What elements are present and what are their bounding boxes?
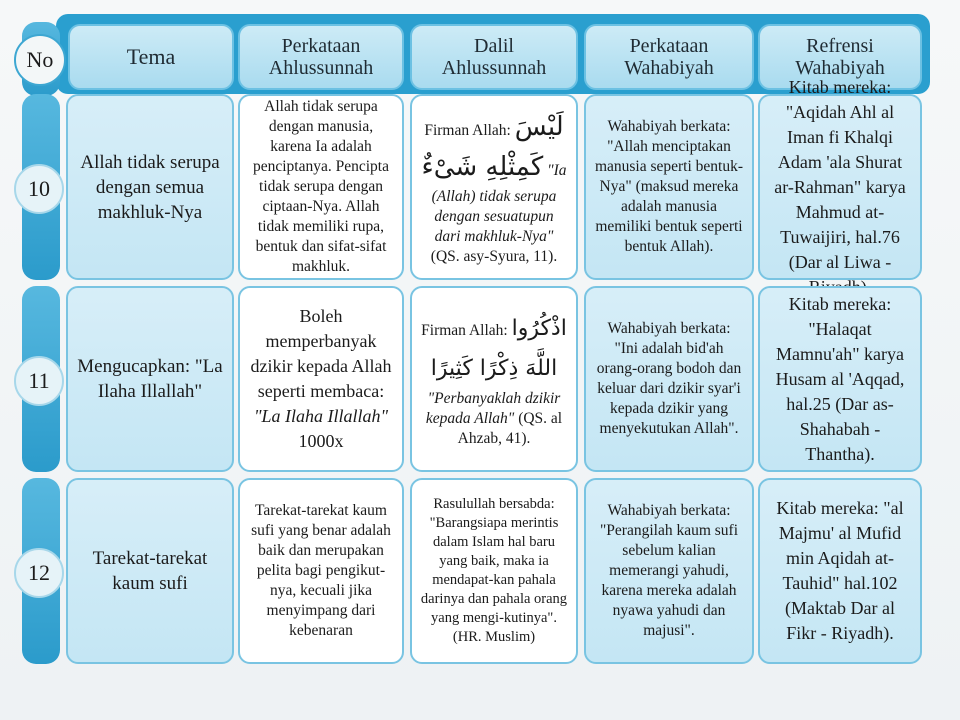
row-10-perkataan: Allah tidak serupa dengan manusia, karena Ia adalah penciptanya. Pencipta tidak serupa dengan ciptaan-Nya. Allah tidak memiliki rupa, bentuk dan sifat-sifat makhluk. <box>238 94 404 280</box>
row-10-tema: Allah tidak serupa dengan semua makhluk-Nya <box>66 94 234 280</box>
row-11-perkataan <box>238 286 404 472</box>
row-11-refrensi: Kitab mereka: "Halaqat Mamnu'ah" karya Husam al 'Aqqad, hal.25 (Dar as-Shahabah - Thantha). <box>758 286 922 472</box>
dalil-reference: (QS. asy-Syura, 11). <box>430 248 558 265</box>
row-11-wahabiyah: Wahabiyah berkata: "Ini adalah bid'ah orang-orang bodoh dan keluar dari dzikir syar'i kepada dzikir yang menyekutukan Allah". <box>584 286 754 472</box>
perkataan-quote: "La Ilaha Illallah" <box>253 406 389 426</box>
row-10-wahabiyah: Wahabiyah berkata: "Allah menciptakan manusia seperti bentuk-Nya" (maksud mereka adalah manusia memiliki bentuk seperti bentuk Allah). <box>584 94 754 280</box>
dalil-translation: "Perbanyaklah dzikir kepada Allah" <box>425 390 561 427</box>
arabic-verse: لَيْسَ كَمِثْلِهِ شَىْءٌ <box>421 112 564 182</box>
row-12-tema: Tarekat-tarekat kaum sufi <box>66 478 234 664</box>
perkataan-count: 1000x <box>298 431 344 451</box>
row-12-dalil: Rasulullah bersabda: "Barangsiapa merintis dalam Islam hal baru yang baik, maka ia mendapat-kan pahala darinya dan pahala orang yang mengi-kutinya". (HR. Muslim) <box>410 478 578 664</box>
row-10-refrensi: Kitab mereka: "Aqidah Ahl al Iman fi Khalqi Adam 'ala Shurat ar-Rahman" karya Mahmud at-Tuwaijiri, hal.76 (Dar al Liwa - <box>758 94 922 280</box>
header-perkataan-wahabiyah: Perkataan Wahabiyah <box>584 24 754 90</box>
row-11-dalil <box>410 286 578 472</box>
header-tema: Tema <box>68 24 234 90</box>
dalil-reference: (QS. al Ahzab, 41). <box>457 410 563 447</box>
row-number: 11 <box>14 356 64 406</box>
row-number: 12 <box>14 548 64 598</box>
dalil-intro: Firman Allah: <box>424 122 511 139</box>
row-12-wahabiyah: Wahabiyah berkata: "Perangilah kaum sufi sebelum kalian memerangi yahudi, karena mereka adalah nyawa yahudi dan majusi". <box>584 478 754 664</box>
dalil-intro: Firman Allah: <box>421 322 508 339</box>
header-refrensi-wahabiyah: Refrensi Wahabiyah <box>758 24 922 90</box>
dalil-translation: "Ia (Allah) tidak serupa dengan sesuatupun dari makhluk-Nya" <box>431 162 567 245</box>
row-12-refrensi: Kitab mereka: "al Majmu' al Mufid min Aqidah at-Tauhid" hal.102 (Maktab Dar al Fikr - Riyadh). <box>758 478 922 664</box>
row-number: 10 <box>14 164 64 214</box>
arabic-verse: اذْكُرُوا اللَّهَ ذِكْرًا كَثِيرًا <box>430 316 567 381</box>
row-11-tema: Mengucapkan: "La Ilaha Illallah" <box>66 286 234 472</box>
perkataan-text: Boleh memperbanyak dzikir kepada Allah seperti membaca: <box>250 306 392 401</box>
row-12-perkataan: Tarekat-tarekat kaum sufi yang benar adalah baik dan merupakan pelita bagi pengikut-nya, kecuali jika menyimpang dari kebenaran <box>238 478 404 664</box>
header-dalil-ahlussunnah: Dalil Ahlussunnah <box>410 24 578 90</box>
header-no: No <box>14 34 66 86</box>
row-10-dalil <box>410 94 578 280</box>
header-perkataan-ahlussunnah: Perkataan Ahlussunnah <box>238 24 404 90</box>
